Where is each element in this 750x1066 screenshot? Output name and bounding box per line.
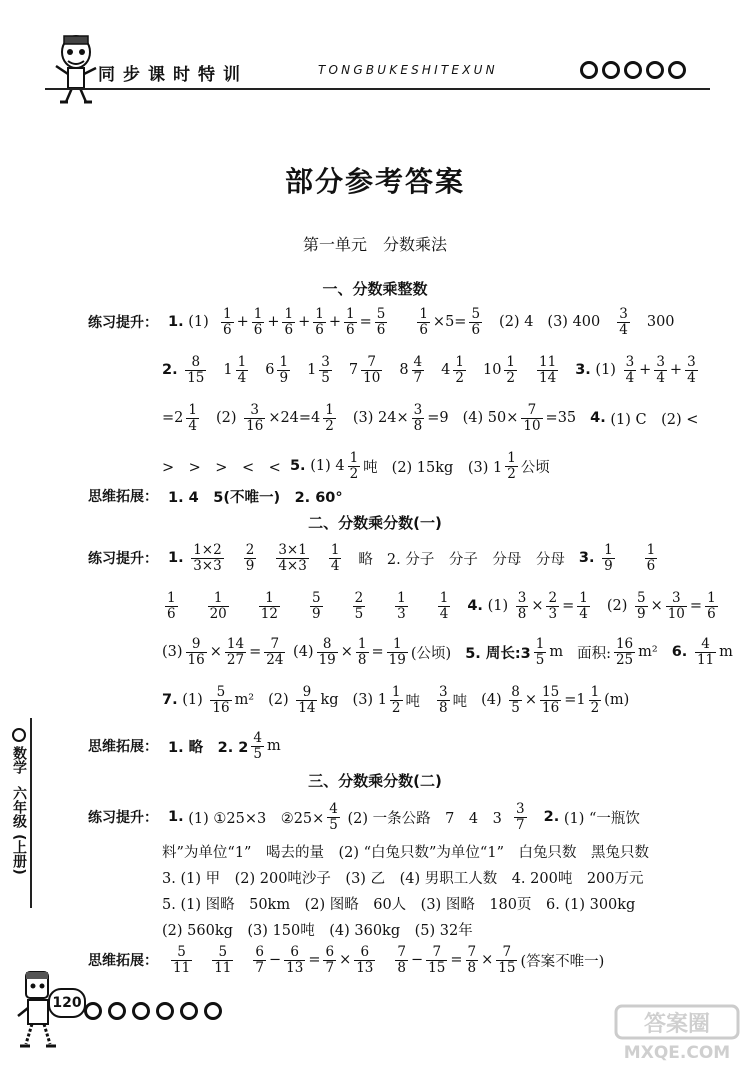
side-grade: 六年级 [11,786,27,828]
circle-icon [624,61,642,79]
footer-circles [84,1002,222,1020]
answer-line: 思维拓展： 1. 略 2. 2 $\frac{4}{5}$ m [88,730,281,762]
thinking-label: 思维拓展： [88,489,158,505]
mascot-icon [52,30,100,106]
circle-icon [12,728,26,742]
section-title-3: 三、分数乘分数(二) [308,772,442,790]
header-rule [45,88,710,90]
answer-line: 2. $\frac{8}{15}$ 1 $\frac{1}{4}$ 6 $\frac{1}{9}$ 1 $\frac{3}{5}$ 7 $\frac{7}{10}$ 8 $\frac{4}{7}$ 4 $\frac{1}{2}$ 10 $\frac{1}{2}$ $\frac{11}{14}$ 3. (1) $\frac{3}{4}$ + $\frac{3}{4}$ + $\frac{3}{4}$ [162,354,696,386]
section-title-1: 一、分数乘整数 [322,280,428,298]
answer-line: > > > < < 5. (1) 4 $\frac{1}{2}$ 吨 (2) 15kg (3) 1 $\frac{1}{2}$ 公顷 [162,450,550,482]
answer-line: 练习提升： 1. $\frac{1\times 2}{3\times 3}$ $\frac{2}{9}$ $\frac{3\times 1}{4\times 3}$ $\frac{1}{4}$ 略 2. 分子 分子 分母 分母 3. $\frac{1}{9}$ $\frac{1}{6}$ [88,542,656,574]
practice-label: 练习提升： [88,315,158,331]
header-title: 同步课时特训 [98,65,248,85]
answer-line: 5. (1) 图略 50km (2) 图略 60人 (3) 图略 180页 6. (1) 300kg [162,896,636,913]
side-rule [30,718,32,908]
watermark-text: MXQE.COM [623,1043,731,1062]
circle-icon [646,61,664,79]
answer-line: (3) $\frac{9}{16}$ × $\frac{14}{27}$ = $\frac{7}{24}$ (4) $\frac{8}{19}$ × $\frac{1}{8}$ = $\frac{1}{19}$ (公顷) 5. 周长:3 $\frac{1}{5}$ m 面积: $\frac{16}{25}$ m² 6. $\frac{4}{11}$ m [162,636,733,668]
circle-icon [84,1002,102,1020]
answer-line: 练习提升： 1. (1) $\frac{1}{6}$ + $\frac{1}{6}$ + $\frac{1}{6}$ + $\frac{1}{6}$ + $\frac{1}{6}$ = $\frac{5}{6}$ $\frac{1}{6}$ ×5= $\frac{5}{6}$ (2) 4 (3) 400 $\frac{3}{4}$ 300 [88,306,675,338]
circle-icon [132,1002,150,1020]
circle-icon [668,61,686,79]
answer-line: $\frac{1}{6}$ $\frac{1}{20}$ $\frac{1}{12}$ $\frac{5}{9}$ $\frac{2}{5}$ $\frac{1}{3}$ $\frac{1}{4}$ 4. (1) $\frac{3}{8}$ × $\frac{2}{3}$ = $\frac{1}{4}$ (2) $\frac{5}{9}$ × $\frac{3}{10}$ = $\frac{1}{6}$ [167,590,716,622]
answer-line: =2 $\frac{1}{4}$ (2) $\frac{3}{16}$ ×24=4 $\frac{1}{2}$ (3) 24× $\frac{3}{8}$ =9 (4) 50× $\frac{7}{10}$ =35 4. (1) C (2) < [162,402,699,434]
header-pinyin: TONGBUKESHITEXUN [318,63,498,77]
practice-label: 练习提升： [88,810,158,826]
svg-text:答案圈: 答案圈 [643,1012,711,1037]
circle-icon [180,1002,198,1020]
thinking-label: 思维拓展： [88,739,158,755]
answer-line: 料”为单位“1” 喝去的量 (2) “白兔只数”为单位“1” 白兔只数 黑兔只数 [162,844,649,861]
answer-line: 练习提升： 1. (1) ①25×3 ②25× $\frac{4}{5}$ (2) 一条公路 7 4 3 $\frac{3}{7}$ 2. (1) “一瓶饮 [88,801,640,833]
practice-label: 练习提升： [88,551,158,567]
header-circles [580,61,686,79]
page-title: 部分参考答案 [284,165,465,198]
circle-icon [580,61,598,79]
page-number: 120 [48,988,86,1018]
section-title-2: 二、分数乘分数(一) [308,514,442,532]
circle-icon [156,1002,174,1020]
answer-line: (2) 560kg (3) 150吨 (4) 360kg (5) 32年 [162,922,473,939]
thinking-label: 思维拓展： [88,953,158,969]
circle-icon [204,1002,222,1020]
unit-title: 第一单元 分数乘法 [302,235,447,254]
side-volume: (上册) [11,834,27,875]
side-tab [8,728,30,875]
side-subject: 数学 [11,746,27,774]
answer-line: 3. (1) 甲 (2) 200吨沙子 (3) 乙 (4) 男职工人数 4. 200吨 200万元 [162,870,644,887]
circle-icon [108,1002,126,1020]
answer-line: 思维拓展： $\frac{5}{11}$ $\frac{5}{11}$ $\frac{6}{7}$ − $\frac{6}{13}$ = $\frac{6}{7}$ × $\frac{6}{13}$ $\frac{7}{8}$ − $\frac{7}{15}$ = $\frac{7}{8}$ × $\frac{7}{15}$ (答案不唯一) [88,944,605,976]
answer-line: 思维拓展： 1. 4 5(不唯一) 2. 60° [88,484,343,508]
answer-line: 7. (1) $\frac{5}{16}$ m² (2) $\frac{9}{14}$ kg (3) 1 $\frac{1}{2}$ 吨 $\frac{3}{8}$ 吨 (4) $\frac{8}{5}$ × $\frac{15}{16}$ =1 $\frac{1}{2}$ (m) [162,684,630,716]
circle-icon [602,61,620,79]
watermark-logo [612,1004,742,1062]
